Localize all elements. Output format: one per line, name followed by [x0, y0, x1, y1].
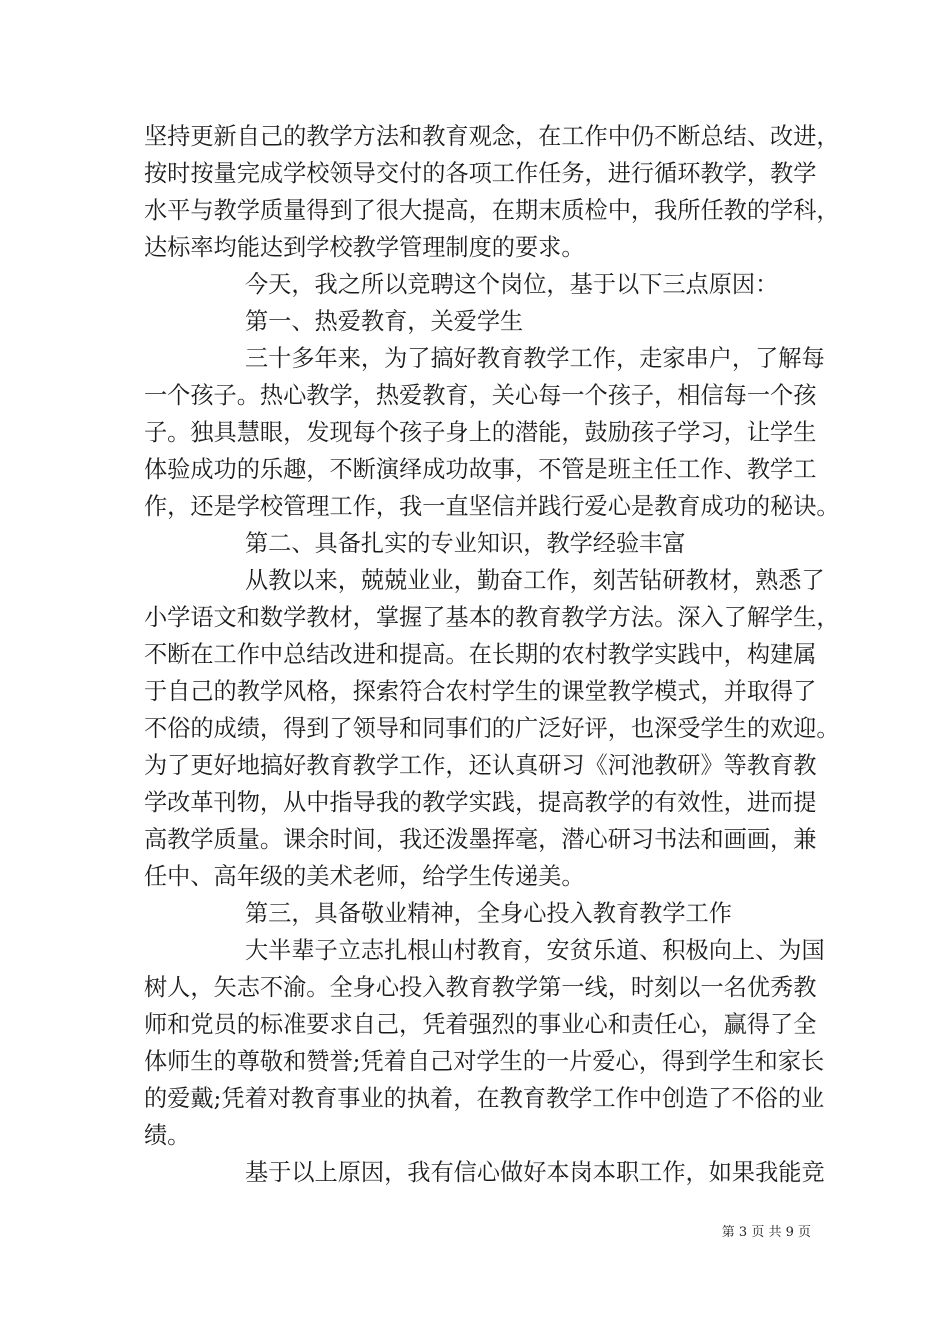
body-text-line: 树人，矢志不渝。全身心投入教育教学第一线，时刻以一名优秀教 — [144, 974, 817, 1001]
page-number-footer: 第 3 页 共 9 页 — [721, 1225, 811, 1240]
body-text-line: 体师生的尊敬和赞誉;凭着自己对学生的一片爱心，得到学生和家长 — [144, 1048, 825, 1075]
body-text-line: 小学语文和数学教材，掌握了基本的教育教学方法。深入了解学生， — [144, 604, 840, 631]
body-text-line: 基于以上原因，我有信心做好本岗本职工作，如果我能竞 — [245, 1159, 825, 1186]
body-text-line: 一个孩子。热心教学，热爱教育，关心每一个孩子，相信每一个孩 — [144, 382, 817, 409]
body-text-line: 三十多年来，为了搞好教育教学工作，走家串户，了解每 — [245, 345, 825, 372]
body-text-line: 于自己的教学风格，探索符合农村学生的课堂教学模式，并取得了 — [144, 678, 817, 705]
body-text-line: 任中、高年级的美术老师，给学生传递美。 — [144, 863, 585, 890]
body-text-line: 绩。 — [144, 1122, 191, 1149]
body-text-line: 不断在工作中总结改进和提高。在长期的农村教学实践中，构建属 — [144, 641, 817, 668]
section-heading-2: 第二、具备扎实的专业知识，教学经验丰富 — [245, 530, 686, 557]
section-heading-3: 第三，具备敬业精神，全身心投入教育教学工作 — [245, 900, 732, 927]
section-heading-1: 第一、热爱教育，关爱学生 — [245, 308, 524, 335]
body-text-line: 高教学质量。课余时间，我还泼墨挥毫，潜心研习书法和画画，兼 — [144, 826, 817, 853]
body-text-line: 子。独具慧眼，发现每个孩子身上的潜能，鼓励孩子学习，让学生 — [144, 419, 817, 446]
body-text-line: 为了更好地搞好教育教学工作，还认真研习《河池教研》等教育教 — [144, 752, 817, 779]
body-text-line: 学改革刊物，从中指导我的教学实践，提高教学的有效性，进而提 — [144, 789, 817, 816]
body-text-line: 师和党员的标准要求自己，凭着强烈的事业心和责任心，赢得了全 — [144, 1011, 817, 1038]
body-text-line: 按时按量完成学校领导交付的各项工作任务，进行循环教学，教学 — [144, 160, 817, 187]
body-text-line: 坚持更新自己的教学方法和教育观念，在工作中仍不断总结、改进， — [144, 123, 840, 150]
body-text-line: 不俗的成绩，得到了领导和同事们的广泛好评，也深受学生的欢迎。 — [144, 715, 840, 742]
body-text-line: 水平与教学质量得到了很大提高，在期末质检中，我所任教的学科， — [144, 197, 840, 224]
body-text-line: 作，还是学校管理工作，我一直坚信并践行爱心是教育成功的秘诀。 — [144, 493, 840, 520]
body-text-line: 大半辈子立志扎根山村教育，安贫乐道、积极向上、为国 — [245, 937, 825, 964]
body-text-line: 的爱戴;凭着对教育事业的执着，在教育教学工作中创造了不俗的业 — [144, 1085, 825, 1112]
body-text-line: 从教以来，兢兢业业，勤奋工作，刻苦钻研教材，熟悉了 — [245, 567, 825, 594]
body-text-line: 体验成功的乐趣，不断演绎成功故事，不管是班主任工作、教学工 — [144, 456, 817, 483]
body-text-line: 今天，我之所以竞聘这个岗位，基于以下三点原因： — [245, 271, 779, 298]
body-text-line: 达标率均能达到学校教学管理制度的要求。 — [144, 234, 585, 261]
